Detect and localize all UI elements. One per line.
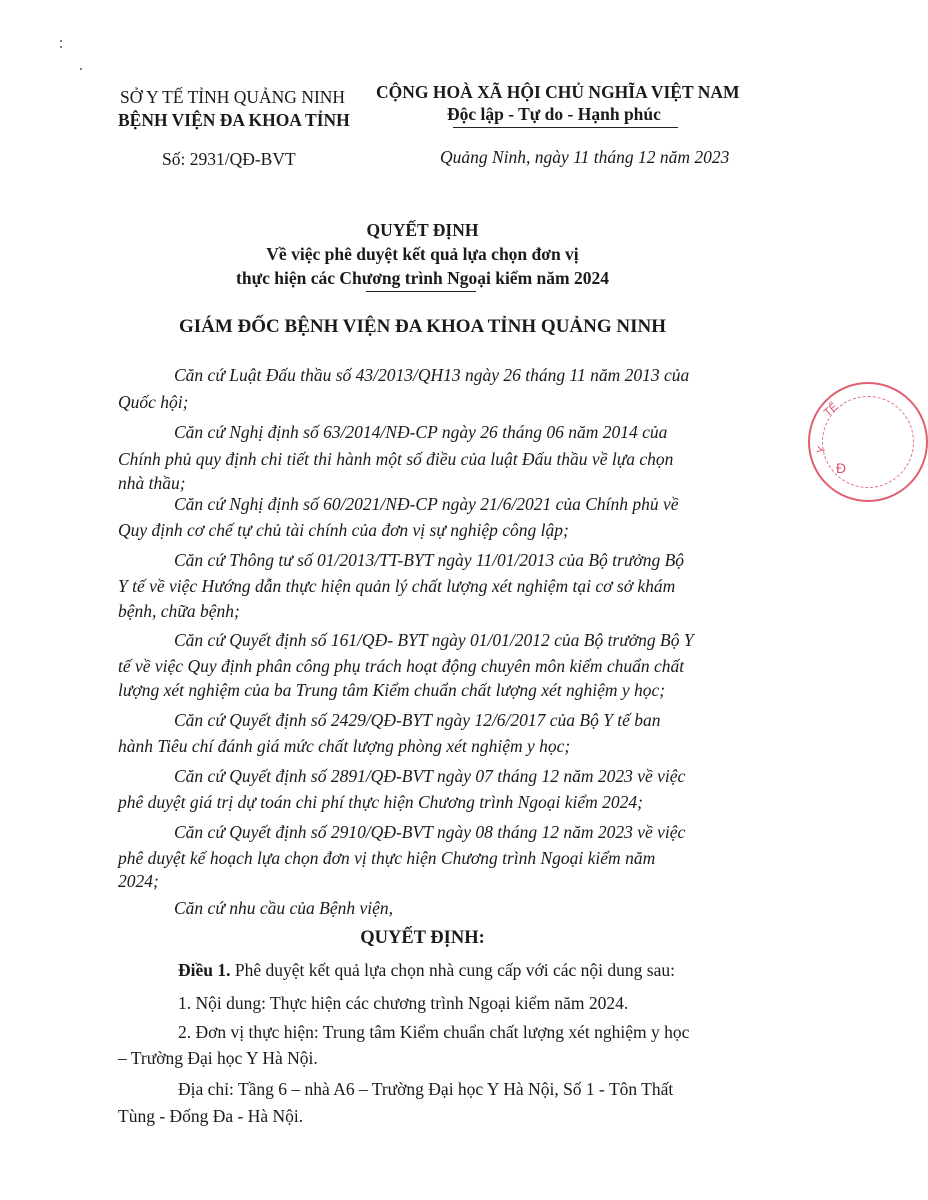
article-1-label: Điều 1. [178, 960, 231, 980]
basis-4-line1: Căn cứ Thông tư số 01/2013/TT-BYT ngày 11/01/2013 của Bộ trưởng Bộ [174, 550, 685, 570]
scan-mark [60, 46, 62, 48]
basis-5-line3: lượng xét nghiệm của ba Trung tâm Kiểm chuẩn chất lượng xét nghiệm y học; [118, 680, 666, 700]
motto-underline [453, 127, 678, 128]
basis-8-line1: Căn cứ Quyết định số 2910/QĐ-BVT ngày 08 tháng 12 năm 2023 về việc [174, 822, 686, 842]
basis-4-line3: bệnh, chữa bệnh; [118, 601, 240, 621]
hospital-name: BỆNH VIỆN ĐA KHOA TỈNH [118, 110, 350, 130]
basis-5-line1: Căn cứ Quyết định số 161/QĐ- BYT ngày 01/01/2012 của Bộ trưởng Bộ Y [174, 630, 694, 650]
document-type: QUYẾT ĐỊNH [366, 220, 479, 240]
article-1-text: Phê duyệt kết quả lựa chọn nhà cung cấp với các nội dung sau: [230, 960, 675, 980]
seal-char: Y [815, 445, 829, 455]
address-line1: Địa chỉ: Tầng 6 – nhà A6 – Trường Đại học Y Hà Nội, Số 1 - Tôn Thất [178, 1079, 674, 1099]
place-date: Quảng Ninh, ngày 11 tháng 12 năm 2023 [440, 147, 730, 167]
basis-7-line2: phê duyệt giá trị dự toán chi phí thực hiện Chương trình Ngoại kiểm 2024; [118, 792, 643, 812]
national-title: CỘNG HOÀ XÃ HỘI CHỦ NGHĨA VIỆT NAM [376, 82, 740, 102]
article-1-item-2-line2: – Trường Đại học Y Hà Nội. [118, 1048, 318, 1068]
basis-7-line1: Căn cứ Quyết định số 2891/QĐ-BVT ngày 07 tháng 12 năm 2023 về việc [174, 766, 686, 786]
basis-9-line1: Căn cứ nhu cầu của Bệnh viện, [174, 898, 393, 918]
article-1-item-1: 1. Nội dung: Thực hiện các chương trình Ngoại kiểm năm 2024. [178, 993, 629, 1013]
title-underline [366, 291, 476, 292]
seal-char: TẾ [821, 400, 841, 420]
basis-1-line1: Căn cứ Luật Đấu thầu số 43/2013/QH13 ngày 26 tháng 11 năm 2013 của [174, 365, 690, 385]
issuing-authority: GIÁM ĐỐC BỆNH VIỆN ĐA KHOA TỈNH QUẢNG NINH [178, 316, 667, 337]
basis-2-line3: nhà thầu; [118, 473, 186, 493]
address-line2: Tùng - Đống Đa - Hà Nội. [118, 1106, 304, 1126]
basis-3-line1: Căn cứ Nghị định số 60/2021/NĐ-CP ngày 21/6/2021 của Chính phủ về [174, 494, 679, 514]
national-motto: Độc lập - Tự do - Hạnh phúc [447, 104, 661, 124]
basis-6-line2: hành Tiêu chí đánh giá mức chất lượng phòng xét nghiệm y học; [118, 736, 571, 756]
document-subject-line2: thực hiện các Chương trình Ngoại kiểm năm 2024 [236, 268, 609, 288]
basis-4-line2: Y tế về việc Hướng dẫn thực hiện quản lý chất lượng xét nghiệm tại cơ sở khám [118, 576, 676, 596]
scan-mark [80, 68, 82, 70]
article-1-item-2-line1: 2. Đơn vị thực hiện: Trung tâm Kiểm chuẩn chất lượng xét nghiệm y học [178, 1022, 690, 1042]
agency-name: SỞ Y TẾ TỈNH QUẢNG NINH [120, 87, 346, 107]
basis-5-line2: tế về việc Quy định phân công phụ trách hoạt động chuyên môn kiểm chuẩn chất [118, 656, 685, 676]
basis-8-line2: phê duyệt kế hoạch lựa chọn đơn vị thực hiện Chương trình Ngoại kiểm năm [118, 848, 656, 868]
seal-char: Đ [836, 460, 847, 476]
article-1-intro [178, 960, 675, 981]
scan-mark [60, 40, 62, 42]
basis-6-line1: Căn cứ Quyết định số 2429/QĐ-BYT ngày 12/6/2017 của Bộ Y tế ban [174, 710, 661, 730]
basis-2-line1: Căn cứ Nghị định số 63/2014/NĐ-CP ngày 26 tháng 06 năm 2014 của [174, 422, 668, 442]
document-number: Số: 2931/QĐ-BVT [162, 149, 296, 169]
basis-1-line2: Quốc hội; [118, 392, 189, 412]
decision-heading: QUYẾT ĐỊNH: [360, 928, 485, 948]
document-subject-line1: Về việc phê duyệt kết quả lựa chọn đơn vị [266, 244, 579, 264]
basis-3-line2: Quy định cơ chế tự chủ tài chính của đơn vị sự nghiệp công lập; [118, 520, 569, 540]
basis-8-line3: 2024; [118, 871, 159, 891]
basis-2-line2: Chính phủ quy định chi tiết thi hành một số điều của luật Đấu thầu về lựa chọn [118, 449, 674, 469]
official-seal-stamp [808, 382, 928, 502]
